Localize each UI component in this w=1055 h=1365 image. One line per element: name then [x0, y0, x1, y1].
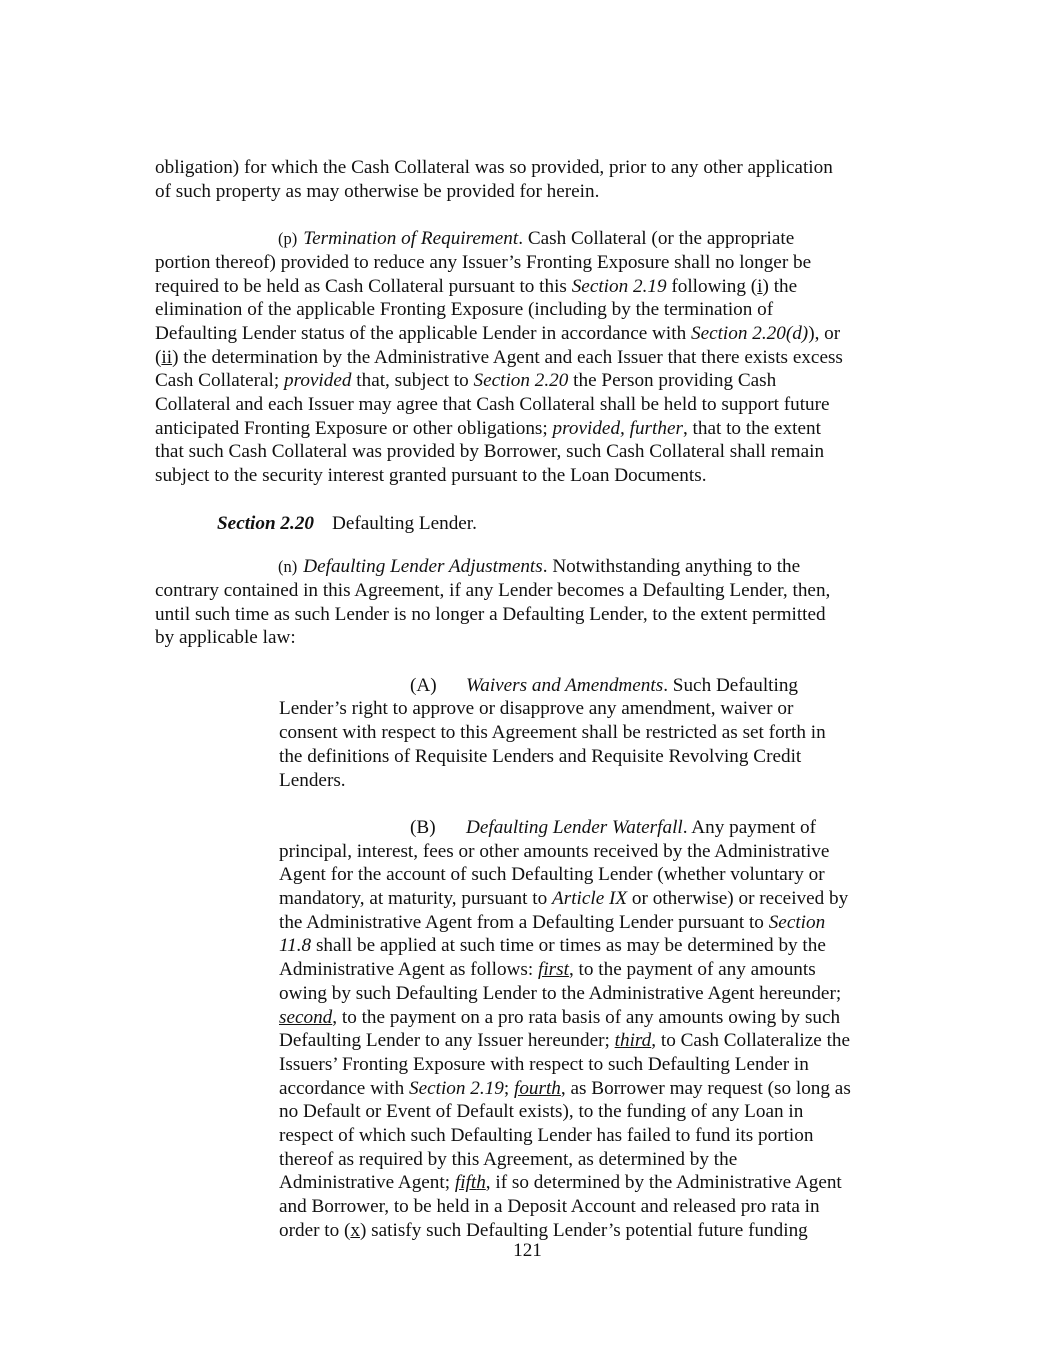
text-line: thereof as required by this Agreement, as determined by the — [279, 1148, 738, 1170]
intro-paragraph — [155, 156, 915, 203]
text-line: respect of which such Defaulting Lender has failed to fund its portion — [279, 1125, 814, 1147]
text-line: (p) Termination of Requirement. Cash Collateral (or the appropriate — [278, 228, 795, 250]
text-line: elimination of the applicable Fronting Exposure (including by the termination of — [155, 299, 774, 321]
subsection-n — [155, 555, 915, 650]
text-line: the Administrative Agent from a Defaulting Lender pursuant to Section — [279, 911, 826, 933]
subsection-p — [155, 227, 915, 488]
subsection-heading: Defaulting Lender Adjustments — [303, 556, 543, 578]
subsection-label: (p) — [278, 229, 298, 249]
text-line: (A) Waivers and Amendments. Such Defaulting — [410, 674, 799, 696]
text-line: until such time as such Lender is no longer a Defaulting Lender, to the extent permitted — [155, 603, 826, 625]
proviso-term: provided — [283, 370, 352, 392]
clause-marker: x — [350, 1219, 360, 1241]
text-line: required to be held as Cash Collateral pursuant to this Section 2.19 following (i) the — [155, 275, 798, 297]
document-page — [155, 156, 915, 1266]
text-line: (ii) the determination by the Administrative Agent and each Issuer that there exists excess — [155, 346, 843, 368]
text-line: Cash Collateral; provided that, subject to Section 2.20 the Person providing Cash — [155, 370, 777, 392]
section-title: Defaulting Lender. — [332, 512, 477, 534]
text-line: by applicable law: — [155, 627, 296, 649]
cross-reference: Section — [768, 911, 826, 933]
text-line: order to (x) satisfy such Defaulting Lender’s potential future funding — [279, 1219, 808, 1241]
page-number: 121 — [513, 1240, 542, 1261]
proviso-term: provided, further — [552, 417, 683, 439]
text-line: Lender’s right to approve or disapprove any amendment, waiver or — [279, 698, 794, 720]
text-line: (n) Defaulting Lender Adjustments. Notwithstanding anything to the — [278, 556, 801, 578]
text-line: of such property as may otherwise be provided for herein. — [155, 180, 600, 202]
item-heading: Waivers and Amendments — [466, 674, 664, 696]
subsection-heading: Termination of Requirement — [303, 228, 519, 250]
text-line: mandatory, at maturity, pursuant to Article IX or otherwise) or received by — [279, 888, 849, 910]
text-line: obligation) for which the Cash Collateral was so provided, prior to any other application — [155, 157, 833, 178]
item-a — [279, 674, 904, 793]
section-heading — [155, 512, 915, 536]
cross-reference: 11.8 — [279, 935, 312, 957]
text-line: principal, interest, fees or other amounts received by the Administrative — [279, 840, 830, 862]
cross-reference: Section 2.20(d) — [690, 322, 809, 344]
cross-reference: Section 2.19 — [408, 1077, 504, 1099]
text-line: Defaulting Lender status of the applicable Lender in accordance with Section 2.20(d)), or — [155, 322, 841, 344]
item-b — [279, 816, 904, 1243]
text-line: Collateral and each Issuer may agree that Cash Collateral shall be held to support future — [155, 394, 830, 416]
cross-reference: Article IX — [552, 888, 628, 910]
text-line: 11.8 shall be applied at such time or times as may be determined by the — [279, 935, 826, 957]
priority-term: third — [614, 1030, 652, 1052]
text-line: contrary contained in this Agreement, if any Lender becomes a Defaulting Lender, then, — [155, 579, 831, 601]
cross-reference: Section 2.19 — [571, 275, 667, 297]
text-line: no Default or Event of Default exists), to the funding of any Loan in — [279, 1101, 804, 1123]
text-line: and Borrower, to be held in a Deposit Account and released pro rata in — [279, 1196, 820, 1218]
text-line: second, to the payment on a pro rata basis of any amounts owing by such — [279, 1006, 841, 1028]
text-line: anticipated Fronting Exposure or other obligations; provided, further, that to the extent — [155, 417, 821, 439]
text-line: Issuers’ Fronting Exposure with respect to such Defaulting Lender in — [279, 1053, 809, 1075]
text-line: accordance with Section 2.19; fourth, as Borrower may request (so long as — [279, 1077, 851, 1099]
text-line: Agent for the account of such Defaulting Lender (whether voluntary or — [279, 864, 825, 886]
priority-term: fifth — [454, 1172, 486, 1194]
text-line: consent with respect to this Agreement shall be restricted as set forth in — [279, 722, 826, 744]
text-line: Administrative Agent as follows: first, to the payment of any amounts — [279, 959, 816, 981]
text-line: (B) Defaulting Lender Waterfall. Any payment of — [410, 816, 816, 838]
subsection-label: (n) — [278, 557, 298, 577]
clause-marker: i — [757, 275, 763, 297]
item-heading: Defaulting Lender Waterfall — [466, 816, 683, 838]
text-line: the definitions of Requisite Lenders and Requisite Revolving Credit — [279, 745, 802, 767]
text-line: Lenders. — [279, 769, 346, 791]
priority-term: first — [538, 959, 569, 981]
cross-reference: Section 2.20 — [473, 370, 569, 392]
text-line: Defaulting Lender to any Issuer hereunder; third, to Cash Collateralize the — [279, 1030, 851, 1052]
clause-marker: ii — [161, 346, 173, 368]
text-line: owing by such Defaulting Lender to the Administrative Agent hereunder; — [279, 982, 842, 1004]
text-line: portion thereof) provided to reduce any Issuer’s Fronting Exposure shall no longer be — [155, 251, 812, 273]
priority-term: second — [279, 1006, 333, 1028]
text-line: Administrative Agent; fifth, if so determined by the Administrative Agent — [279, 1172, 842, 1194]
text-line: that such Cash Collateral was provided by Borrower, such Cash Collateral shall remain — [155, 441, 825, 463]
text-line: subject to the security interest granted pursuant to the Loan Documents. — [155, 465, 707, 487]
section-number: Section 2.20 — [217, 512, 315, 534]
priority-term: fourth — [513, 1077, 561, 1099]
item-letter: (A) — [410, 674, 437, 696]
item-letter: (B) — [410, 816, 436, 838]
